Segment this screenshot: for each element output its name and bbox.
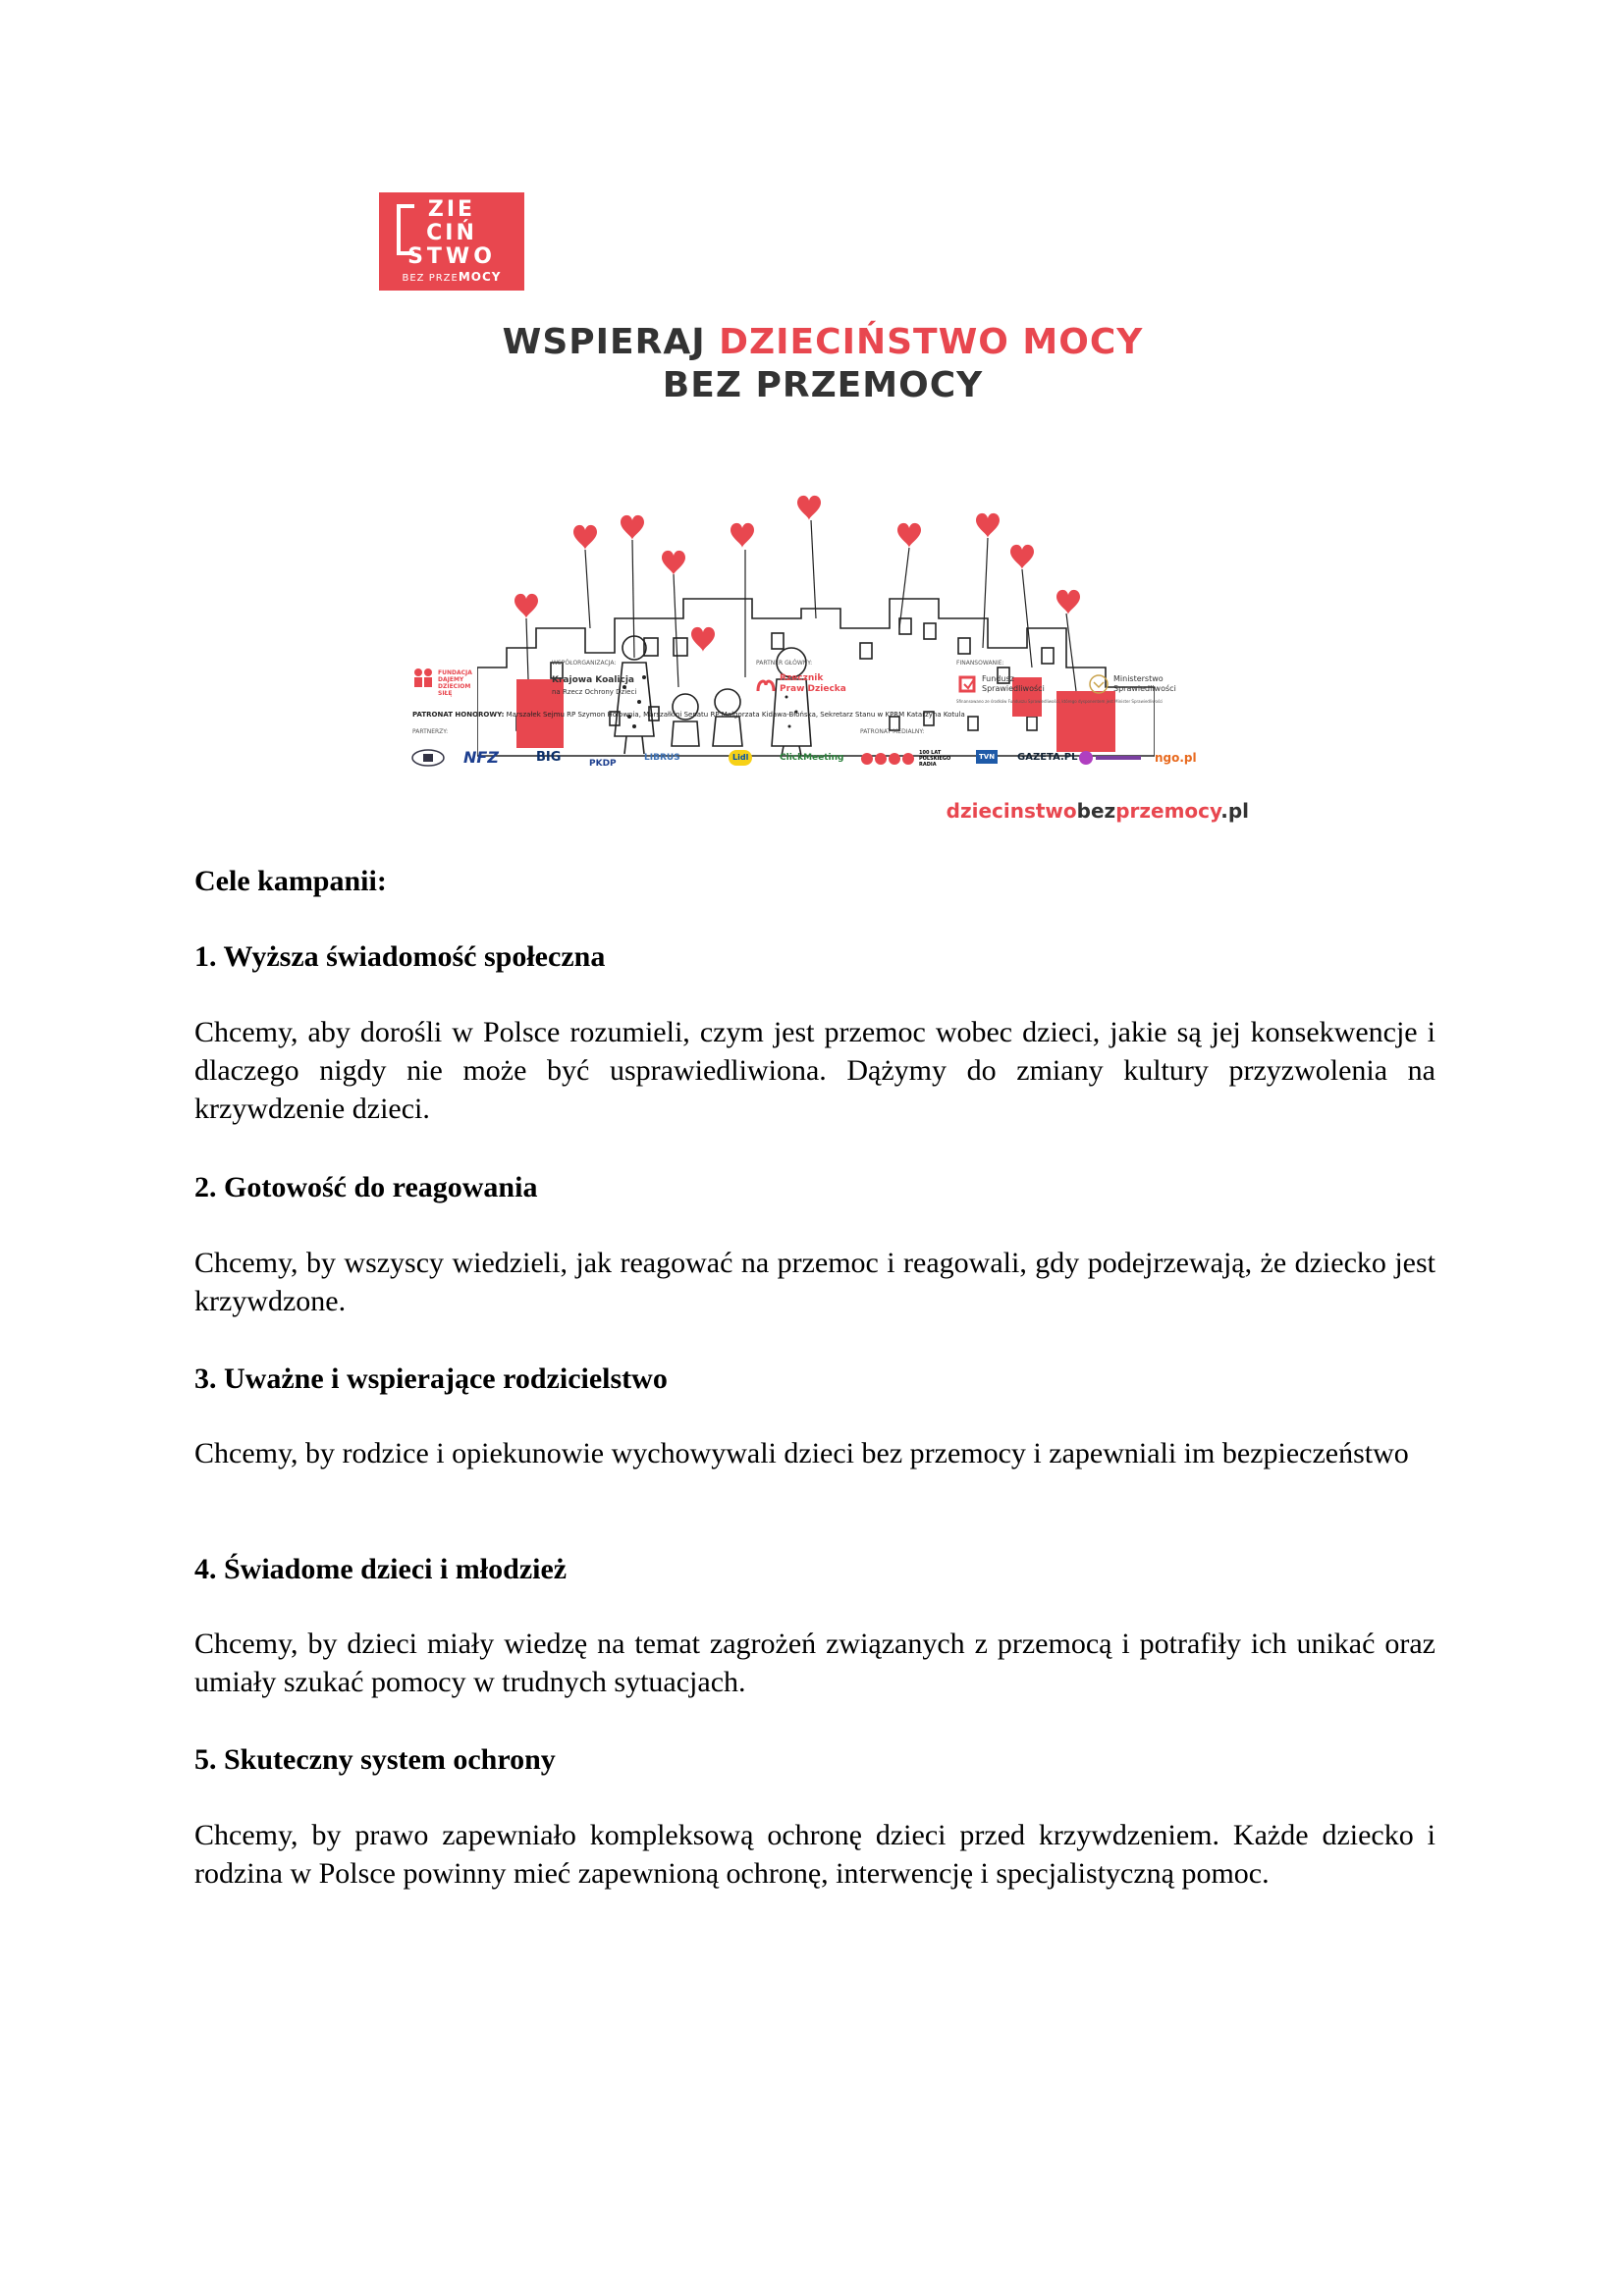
logo-line-4 xyxy=(393,271,511,285)
logo-line-4a: BEZ PRZE xyxy=(402,273,459,284)
headline-part-1: WSPIERAJ xyxy=(502,322,720,362)
finansowanie-label: FINANSOWANIE: xyxy=(956,660,1004,667)
ministerstwo-eagle-icon xyxy=(1088,673,1110,695)
polskie-radio-dots-icon xyxy=(860,752,917,766)
partner-logos-row xyxy=(408,746,1204,770)
partner-glowny-label: PARTNER GŁÓWNY: xyxy=(756,660,813,667)
logo-line-2: CIŃ xyxy=(426,221,477,245)
url-part-4: .pl xyxy=(1220,799,1249,823)
logo-librus: LIBRUS xyxy=(644,753,680,763)
wspolorganizacja-label: WSPÓŁORGANIZACJA: xyxy=(552,660,617,667)
logo-big: BIG xyxy=(536,750,562,765)
fundacja-name: FUNDACJA DAJEMY DZIECIOM SIŁĘ xyxy=(438,669,472,697)
goal-1-heading: 1. Wyższa świadomość społeczna xyxy=(194,940,606,973)
goal-3-heading: 3. Uważne i wspierające rodzicielstwo xyxy=(194,1362,668,1395)
goal-1-body: Chcemy, aby dorośli w Polsce rozumieli, czym jest przemoc wobec dzieci, jakie są jej konsekwencje i dlaczego nigdy nie może być usprawiedliwiona. Dążymy do zmiany kultury przyzwolenia na krzywdzenie dzieci. xyxy=(194,1016,1435,1125)
logo-line-4b: MOCY xyxy=(458,270,502,284)
logo-ngo: ngo.pl xyxy=(1155,751,1197,765)
url-part-1: dziecinstwo xyxy=(946,799,1077,823)
seal-logo-icon xyxy=(410,748,446,768)
campaign-logo xyxy=(379,192,524,291)
finansowanie-name-2: Sprawiedliwości xyxy=(982,684,1045,693)
goal-5-body: Chcemy, by prawo zapewniało kompleksową ochronę dzieci przed krzywdzeniem. Każde dziecko i rodzina w Polsce powinny mieć zapewnioną ochronę, interwencję i specjalistyczną pomoc. xyxy=(194,1819,1435,1890)
goal-2-body: Chcemy, by wszyscy wiedzieli, jak reagować na przemoc i reagowali, gdy podejrzewają, że dziecko jest krzywdzone. xyxy=(194,1247,1435,1317)
headline-part-2: DZIECIŃSTWO MOCY xyxy=(719,322,1144,362)
fundacja-logo-icon xyxy=(412,667,434,687)
url-part-2: bez xyxy=(1076,799,1116,823)
url-part-3: przemocy xyxy=(1115,799,1221,823)
finansowanie-note: Sfinansowano ze środków Funduszu Sprawiedliwości, którego dysponentem jest Minister Sprawiedliwości xyxy=(956,699,1164,704)
goal-2-heading: 2. Gotowość do reagowania xyxy=(194,1171,538,1203)
poster-headline-line-2: BEZ PRZEMOCY xyxy=(662,365,984,405)
ministerstwo-name-1: Ministerstwo xyxy=(1113,674,1164,683)
campaign-url[interactable] xyxy=(915,799,1249,823)
partner-glowny-name-2: Praw Dziecka xyxy=(780,684,846,694)
logo-nfz: NFZ xyxy=(463,748,499,767)
fundusz-logo-icon xyxy=(956,673,978,695)
ministerstwo-name-2: Sprawiedliwości xyxy=(1113,684,1176,693)
logo-pkdp: PKDP xyxy=(589,759,617,769)
goal-3-body: Chcemy, by rodzice i opiekunowie wychowywali dzieci bez przemocy i zapewniali im bezpieczeństwo xyxy=(194,1437,1409,1469)
campaign-goals-title: Cele kampanii: xyxy=(194,865,387,897)
partners-strip xyxy=(408,656,1204,772)
partnerzy-label: PARTNERZY: xyxy=(412,728,449,735)
logo-polskie-radio: 100 LAT POLSKIEGO RADIA xyxy=(919,750,951,768)
goal-5-heading: 5. Skuteczny system ochrony xyxy=(194,1743,556,1776)
media-logo-icon xyxy=(1078,750,1143,766)
patronat-honorowy xyxy=(412,711,965,719)
logo-lidl: Lidl xyxy=(729,750,752,766)
partner-glowny-name-1: Rzecznik xyxy=(780,673,824,683)
wspolorganizacja-name-2: na Rzecz Ochrony Dzieci xyxy=(552,688,637,696)
logo-line-3: STWO xyxy=(407,244,496,269)
rzecznik-logo-icon xyxy=(756,675,776,693)
patronat-text: Marszałek Sejmu RP Szymon Hołownia, Marszałkini Senatu RP Małgorzata Kidawa-Błońska, Sekretarz Stanu w KPRM Katarzyna Kotula xyxy=(504,711,965,719)
patronat-medialny-label: PATRONAT MEDIALNY: xyxy=(860,728,925,735)
logo-gazeta: GAZETA.PL xyxy=(1017,752,1078,763)
logo-line-1: ZIE xyxy=(427,197,476,222)
goal-4-body: Chcemy, by dzieci miały wiedzę na temat zagrożeń związanych z przemocą i potrafiły ich unikać oraz umiały szukać pomocy w trudnych sytuacjach. xyxy=(194,1628,1435,1698)
poster-headline xyxy=(469,322,1176,362)
wspolorganizacja-name-1: Krajowa Koalicja xyxy=(552,675,635,685)
logo-tvn: TVN xyxy=(976,750,998,764)
finansowanie-name-1: Fundusz xyxy=(982,674,1014,683)
logo-clickmeeting: ClickMeeting xyxy=(780,753,844,763)
goal-4-heading: 4. Świadome dzieci i młodzież xyxy=(194,1553,568,1585)
patronat-label: PATRONAT HONOROWY: xyxy=(412,711,505,719)
